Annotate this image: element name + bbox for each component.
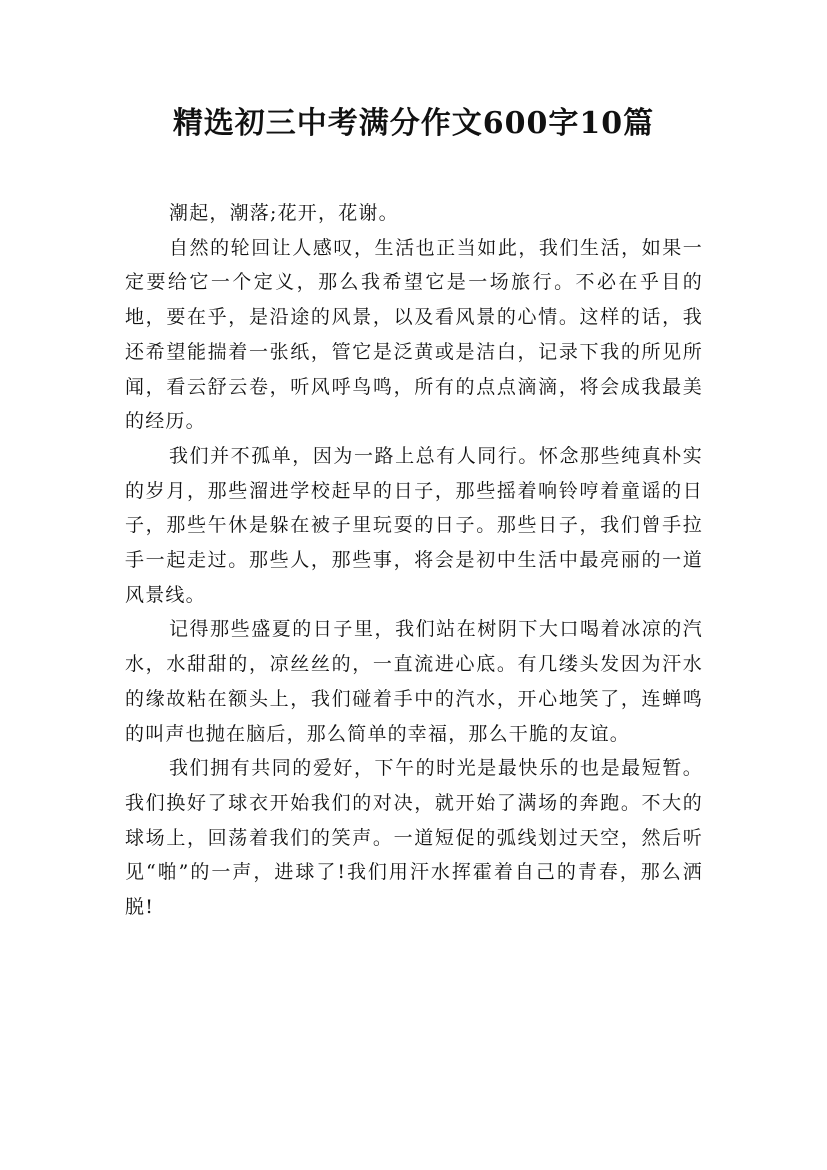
document-body xyxy=(125,196,703,925)
paragraph-1: 潮起，潮落;花开，花谢。 xyxy=(169,202,399,224)
paragraph-2: 自然的轮回让人感叹，生活也正当如此，我们生活，如果一定要给它一个定义，那么我希望它是一场旅行。不必在乎目的地，要在乎，是沿途的风景，以及看风景的心情。这样的话，我还希望能揣着一张纸，管它是泛黄或是洁白，记录下我的所见所闻，看云舒云卷，听风呼鸟鸣，所有的点点滴滴，将会成我最美的经历。 xyxy=(125,236,703,433)
document-title: 精选初三中考满分作文600字10篇 xyxy=(172,106,655,141)
paragraph-3: 我们并不孤单，因为一路上总有人同行。怀念那些纯真朴实的岁月，那些溜进学校赶早的日子，那些摇着响铃哼着童谣的日子，那些午休是躲在被子里玩耍的日子。那些日子，我们曾手拉手一起走过。那些人，那些事，将会是初中生活中最亮丽的一道风景线。 xyxy=(125,444,703,606)
paragraph-5: 我们拥有共同的爱好，下午的时光是最快乐的也是最短暂。我们换好了球衣开始我们的对决，就开始了满场的奔跑。不大的球场上，回荡着我们的笑声。一道短促的弧线划过天空，然后听见“啪”的一声，进球了!我们用汗水挥霍着自己的青春，那么洒脱! xyxy=(125,757,703,919)
paragraph-4: 记得那些盛夏的日子里，我们站在树阴下大口喝着冰凉的汽水，水甜甜的，凉丝丝的，一直流进心底。有几缕头发因为汗水的缘故粘在额头上，我们碰着手中的汽水，开心地笑了，连蝉鸣的叫声也抛在脑后，那么简单的幸福，那么干脆的友谊。 xyxy=(125,618,703,745)
